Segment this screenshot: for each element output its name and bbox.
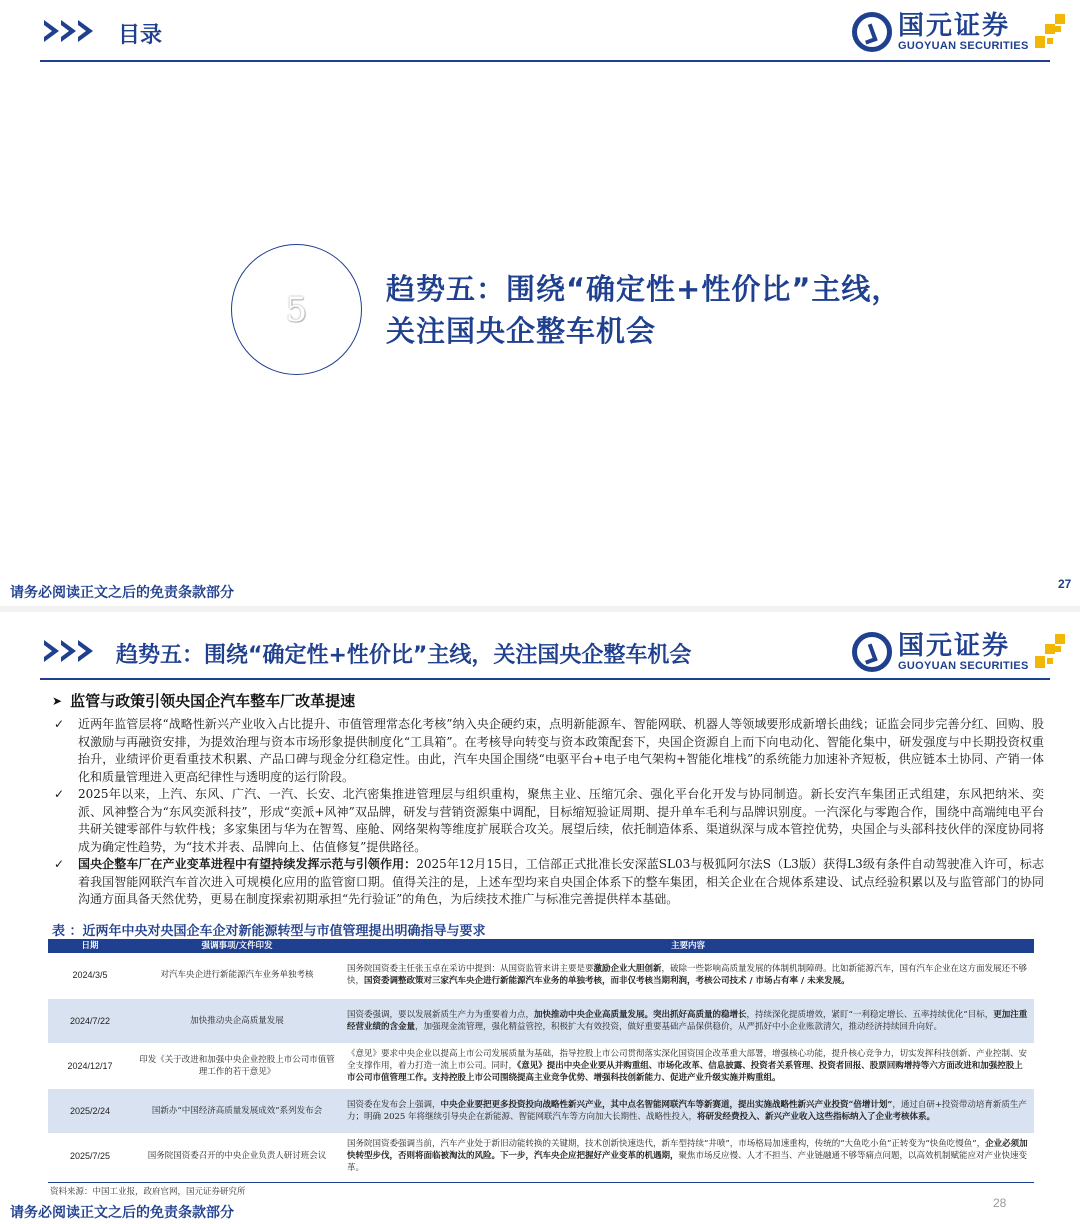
table-bottom-rule [48, 1182, 1034, 1183]
policy-table [48, 939, 1034, 1179]
cell-date: 2025/7/25 [48, 1133, 132, 1178]
table-header-event: 强调事项/文件印发 [132, 939, 342, 953]
logo-mark-icon [852, 12, 892, 52]
header-title: 趋势五：围绕“确定性+性价比”主线，关注国央企整车机会 [116, 643, 692, 668]
cell-date: 2024/3/5 [48, 953, 132, 998]
logo-gold-blocks-icon [1033, 12, 1067, 52]
section-title-line2: 关注国央企整车机会 [386, 314, 657, 348]
checkmark-icon: ✓ [54, 857, 65, 871]
bullet-item [54, 786, 1044, 856]
section-title-line1: 趋势五：围绕“确定性+性价比”主线， [386, 272, 902, 306]
slide-27 [0, 0, 1080, 606]
section-title [386, 268, 1006, 352]
cell-content: 《意见》要求中央企业以提高上市公司发展质量为基础，指导控股上市公司贯彻落实深化国资国企改革重大部署，增强核心功能，提升核心竞争力，切实发挥科技创新、产业控制、安全支撑作用，着力打造一流上市公司。同时，《意见》提出中央企业要从并购重组、市场化改革、信息披露、投资者关系管理、投资者回报、股票回购增持等六方面改进和加强控股上市公司市值管理工作。支持控股上市公司围绕提高主业竞争优势、增强科技创新能力、促进产业升级实施并购重组。 [342, 1043, 1034, 1088]
logo-cn: 国元证券 [898, 631, 1011, 661]
logo-cn: 国元证券 [898, 11, 1011, 41]
bullet-text: 2025年12月15日，工信部正式批准长安深蓝SL03与极狐阿尔法S（L3版）获得L3级有条件自动驾驶准入许可，标志着我国智能网联汽车首次进入可规模化应用的监管窗口期。值得关注的是，上述车型均来自央国企体系下的整车集团，相关企业在合规体系建设、试点经验积累以及与监管部门的协同沟通方面具备天然优势，更易在制度探索初期承担“先行验证”的角色，为后续技术推广与标准完善提供样本基础。 [78, 857, 1044, 906]
bullet-item [54, 856, 1044, 909]
bullet-bold: 国央企整车厂在产业变革进程中有望持续发挥示范与引领作用： [78, 857, 417, 871]
cell-date: 2024/12/17 [48, 1043, 132, 1088]
logo-en: GUOYUAN SECURITIES [898, 40, 1029, 52]
cell-event: 加快推动央企高质量发展 [132, 998, 342, 1043]
table-row [48, 953, 1034, 998]
company-logo [852, 12, 1067, 52]
bullet-text: 2025年以来，上汽、东风、广汽、一汽、长安、北汽密集推进管理层与组织重构，聚焦主业、压缩冗余、强化平台化开发与协同制造。新长安汽车集团正式组建，东风把纳米、奕派、风神整合为“东风奕派科技”，形成“奕派+风神”双品牌，研发与营销资源集中调配，目标缩短验证周期、提升单车毛利与品牌识别度。一汽深化与零跑合作，围绕中高端纯电平台共研关键零部件与软件栈；多家集团与华为在智驾、座舱、网络架构等维度扩展联合攻关。展望后续，依托制造体系、渠道纵深与成本管控优势，央国企与头部科技伙伴的深度协同将成为确定性趋势，为“技术并表、品牌向上、估值修复”提供路径。 [78, 787, 1044, 854]
cell-content: 国资委强调，要以发展新质生产力为重要着力点，加快推动中央企业高质量发展。突出抓好高质量的稳增长，持续深化提质增效，紧盯“一利稳定增长、五率持续优化”目标，更加注重经营业绩的含金量，加强现金流管理，强化精益管控，积极扩大有效投资，做好重要基础产品保供稳价，从严抓好中小企业账款清欠，推动经济持续回升向好。 [342, 998, 1034, 1043]
cell-date: 2024/7/22 [48, 998, 132, 1043]
table-header-date: 日期 [48, 939, 132, 953]
header-divider [40, 60, 1050, 62]
header-chevron-icon [44, 20, 93, 42]
table-header-content: 主要内容 [342, 939, 1034, 953]
table-row [48, 1133, 1034, 1178]
logo-mark-icon [852, 632, 892, 672]
table-row [48, 1043, 1034, 1088]
header-title: 目录 [118, 23, 163, 48]
checkmark-icon: ✓ [54, 717, 65, 731]
source-note: 资料来源：中国工业报，政府官网，国元证券研究所 [50, 1187, 246, 1197]
bullet-list [54, 716, 1044, 909]
section-number-circle [231, 244, 362, 375]
cell-date: 2025/2/24 [48, 1088, 132, 1133]
subheading-text: 监管与政策引领央国企汽车整车厂改革提速 [70, 692, 356, 710]
arrow-bullet-icon: ➤ [52, 693, 63, 708]
section-number: 5 [285, 289, 308, 330]
disclaimer-note: 请务必阅读正文之后的免责条款部分 [10, 585, 234, 601]
company-logo [852, 632, 1067, 672]
slide-28 [0, 612, 1080, 1224]
header-chevron-icon [44, 640, 93, 662]
bullet-text: 近两年监管层将“战略性新兴产业收入占比提升、市值管理常态化考核”纳入央企硬约束，点明新能源车、智能网联、机器人等领域要形成新增长曲线；证监会同步完善分红、回购、股权激励与再融资安排，为提效治理与资本市场形象提供制度化“工具箱”。在考核导向转变与资本政策配套下，央国企资源自上而下向电动化、智能化集中，研发强度与中长期投资权重抬升，业绩评价更看重技术积累、产品口碑与现金分红稳定性。由此，汽车央国企围绕“电驱平台+电子电气架构+智能化堆栈”的系统能力加速补齐短板，供应链本土协同、产销一体化和质量管理进入更高纪律性与透明度的运行阶段。 [78, 717, 1044, 784]
cell-content: 国务院国资委主任张玉卓在采访中提到：从国资监管来讲主要是要激励企业大胆创新，破除一些影响高质量发展的体制机制障碍。比如新能源汽车，国有汽车企业在这方面发展还不够快，国资委调整政策对三家汽车央企进行新能源汽车业务的单独考核，而非仅考核当期利润，考核公司技术 / 市场占有率 / 未来发展。 [342, 953, 1034, 998]
page-number: 28 [993, 1196, 1007, 1210]
cell-content: 国务院国资委强调当前，汽车产业处于新旧动能转换的关键期，技术创新快速迭代，新车型持续“井喷”，市场格局加速重构，传统的“大鱼吃小鱼”正转变为“快鱼吃慢鱼”，企业必须加快转型步伐，否则将面临被淘汰的风险。下一步，汽车央企应把握好产业变革的机遇期，聚焦市场反应慢、人才不担当、产业链融通不够等痛点问题，以高效机制赋能应对产业快速变革。 [342, 1133, 1034, 1178]
cell-event: 国务院国资委召开的中央企业负责人研讨班会议 [132, 1133, 342, 1178]
table-row [48, 998, 1034, 1043]
logo-en: GUOYUAN SECURITIES [898, 660, 1029, 672]
logo-gold-blocks-icon [1033, 632, 1067, 672]
page-number: 27 [1058, 577, 1072, 591]
cell-event: 国新办“中国经济高质量发展成效”系列发布会 [132, 1088, 342, 1133]
table-title: 表 ：近两年中央对央国企车企对新能源转型与市值管理提出明确指导与要求 [52, 924, 486, 939]
checkmark-icon: ✓ [54, 787, 65, 801]
header-divider [40, 678, 1050, 680]
table-row [48, 1088, 1034, 1133]
disclaimer-note: 请务必阅读正文之后的免责条款部分 [10, 1205, 234, 1221]
cell-content: 国资委在发布会上强调，中央企业要把更多投资投向战略性新兴产业，其中点名智能网联汽车等新赛道，提出实施战略性新兴产业投资“倍增计划”，通过自研+投资带动培育新质生产力；明确 2025 年将继续引导央企在新能源、智能网联汽车等方向加大长期性、战略性投入，将研发经费投入、新兴产业收入这些指标纳入了企业考核体系。 [342, 1088, 1034, 1133]
bullet-item [54, 716, 1044, 786]
subheading [52, 690, 355, 711]
cell-event: 对汽车央企进行新能源汽车业务单独考核 [132, 953, 342, 998]
cell-event: 印发《关于改进和加强中央企业控股上市公司市值管理工作的若干意见》 [132, 1043, 342, 1088]
